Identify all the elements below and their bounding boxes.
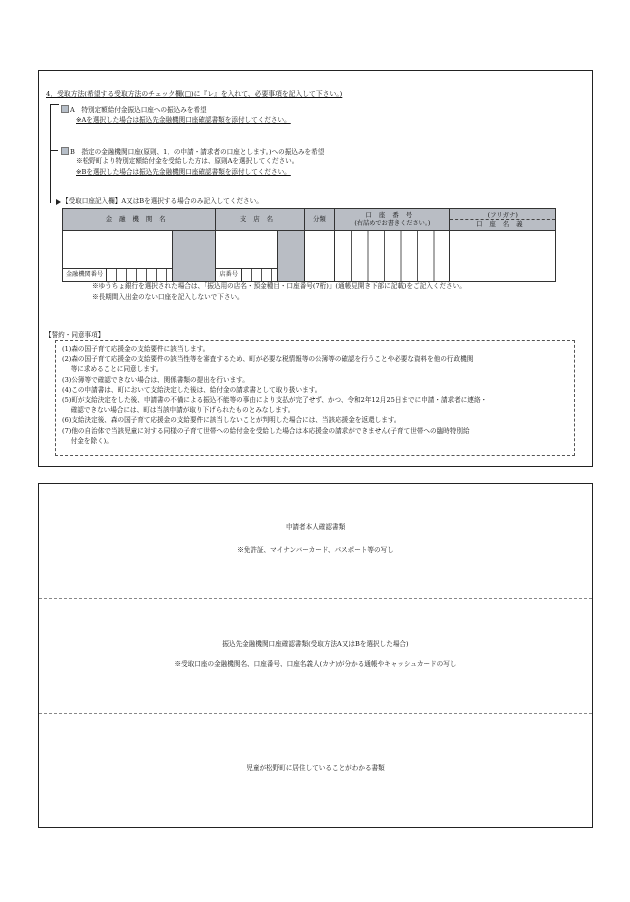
option-b-note1: ※松野町より特別定額給付金を受給した方は、原則Aを選択してください。: [76, 157, 299, 165]
id-document-title: 申請者本人確認書類: [285, 523, 346, 531]
type-header: 分類: [304, 209, 335, 231]
option-bracket: [50, 104, 59, 203]
pledge-item: 等に求めることに同意します。: [62, 365, 163, 374]
type-cell[interactable]: [304, 231, 335, 282]
bank-document-note: ※受取口座の金融機関名、口座番号、口座名義人(カナ)が分かる通帳やキャッシュカードの写し: [174, 660, 457, 668]
option-a-note: ※Aを選択した場合は振込先金融機関口座確認書類を添付してください。: [76, 116, 291, 124]
yucho-note: ※ゆうちょ銀行を選択された場合は、「振込用の店名・預金種目・口座番号(7桁)」(通帳見開き下部に記載)をご記入ください。: [92, 282, 466, 290]
residence-document-title: 児童が松野町に居住していることがわかる書類: [246, 764, 385, 772]
option-b-label: B 指定の金融機関口座(原則、1．の申請・請求者の口座とします。)への振込みを希望: [70, 148, 325, 156]
account-number-header: 口座番号 (右詰めでお書きください。): [335, 209, 450, 231]
option-b-checkbox[interactable]: [61, 147, 69, 155]
pledge-item: (4)この申請書は、町において支給決定した後は、給付金の請求書として取り扱います。: [62, 385, 322, 394]
bank-type-area: [172, 231, 215, 281]
account-holder-header: (フリガナ) 口座名義: [450, 209, 556, 231]
account-holder-cell[interactable]: [450, 231, 556, 282]
dormant-account-note: ※長期間入出金のない口座を記入しないで下さい。: [92, 293, 244, 301]
pledge-item: (3)公簿等で確認できない場合は、関係書類の提出を行います。: [62, 375, 249, 384]
attachment-panel-2[interactable]: [39, 599, 592, 712]
bank-document-title: 振込先金融機関口座確認書類(受取方法A又はBを選択した場合): [222, 640, 409, 648]
pledge-item: 付金を除く)。: [62, 436, 113, 445]
account-section-heading: 【受取口座記入欄】A又はBを選択する場合のみ記入してください。: [62, 197, 263, 205]
pledge-item: 確認できない場合には、町は当該申請が取り下げられたものとみなします。: [62, 406, 295, 415]
section4-heading: 4．受取方法(希望する受取方法のチェック欄(□)に『レ』を入れて、必要事項を記入して下さい。): [46, 90, 343, 98]
attachment-panel-1[interactable]: [39, 484, 592, 597]
bank-code-label: 金融機関番号: [66, 271, 104, 279]
attachment-panel-3[interactable]: [39, 714, 592, 827]
option-a-checkbox[interactable]: [61, 105, 69, 113]
bank-name-cell[interactable]: [63, 231, 216, 282]
pledge-item: (6)支給決定後、森の国子育て応援金の支給要件に該当しないことが判明した場合には、当該応援金を返還します。: [62, 416, 401, 425]
pledge-heading: 【誓約・同意事項】: [45, 331, 105, 339]
branch-code-box[interactable]: [241, 269, 277, 281]
id-document-note: ※免許証、マイナンバーカード、パスポート等の写し: [237, 546, 394, 554]
pledge-item: (5)町が支給決定をした後、申請書の不備による振込不能等の事由により支払が完了せず、かつ、令和2年12月25日までに申請・請求者に連絡・: [62, 395, 488, 404]
pledge-box: [55, 340, 575, 456]
option-b-note2: ※Bを選択した場合は振込先金融機関口座確認書類を添付してください。: [76, 168, 291, 176]
branch-type-area: [277, 231, 304, 281]
account-table: [62, 208, 556, 282]
option-a-row[interactable]: [61, 105, 207, 115]
arrow-icon: [56, 199, 61, 205]
option-a-label: A 特別定額給付金振込口座への振込みを希望: [70, 106, 207, 114]
branch-code-label: 店番号: [219, 271, 238, 279]
option-b-row[interactable]: [61, 147, 324, 157]
bank-code-box[interactable]: [106, 269, 172, 281]
bank-name-header: 金融機関名: [63, 209, 216, 231]
option-bracket-b: [50, 150, 58, 151]
pledge-item: (2)森の国子育て応援金の支給要件の該当性等を審査するため、町が必要な税情報等の公簿等の確認を行うことや必要な資料を他の行政機関: [62, 355, 474, 364]
branch-name-cell[interactable]: [216, 231, 304, 282]
pledge-item: (7)他の自治体で当該児童に対する同様の子育て世帯への給付金を受給した場合は本応援金の請求ができません(子育て世帯への臨時特別給: [62, 426, 470, 435]
pledge-item: (1)森の国子育て応援金の支給要件に該当します。: [62, 345, 210, 353]
account-number-cell[interactable]: [335, 231, 450, 282]
branch-name-header: 支店名: [216, 209, 304, 231]
